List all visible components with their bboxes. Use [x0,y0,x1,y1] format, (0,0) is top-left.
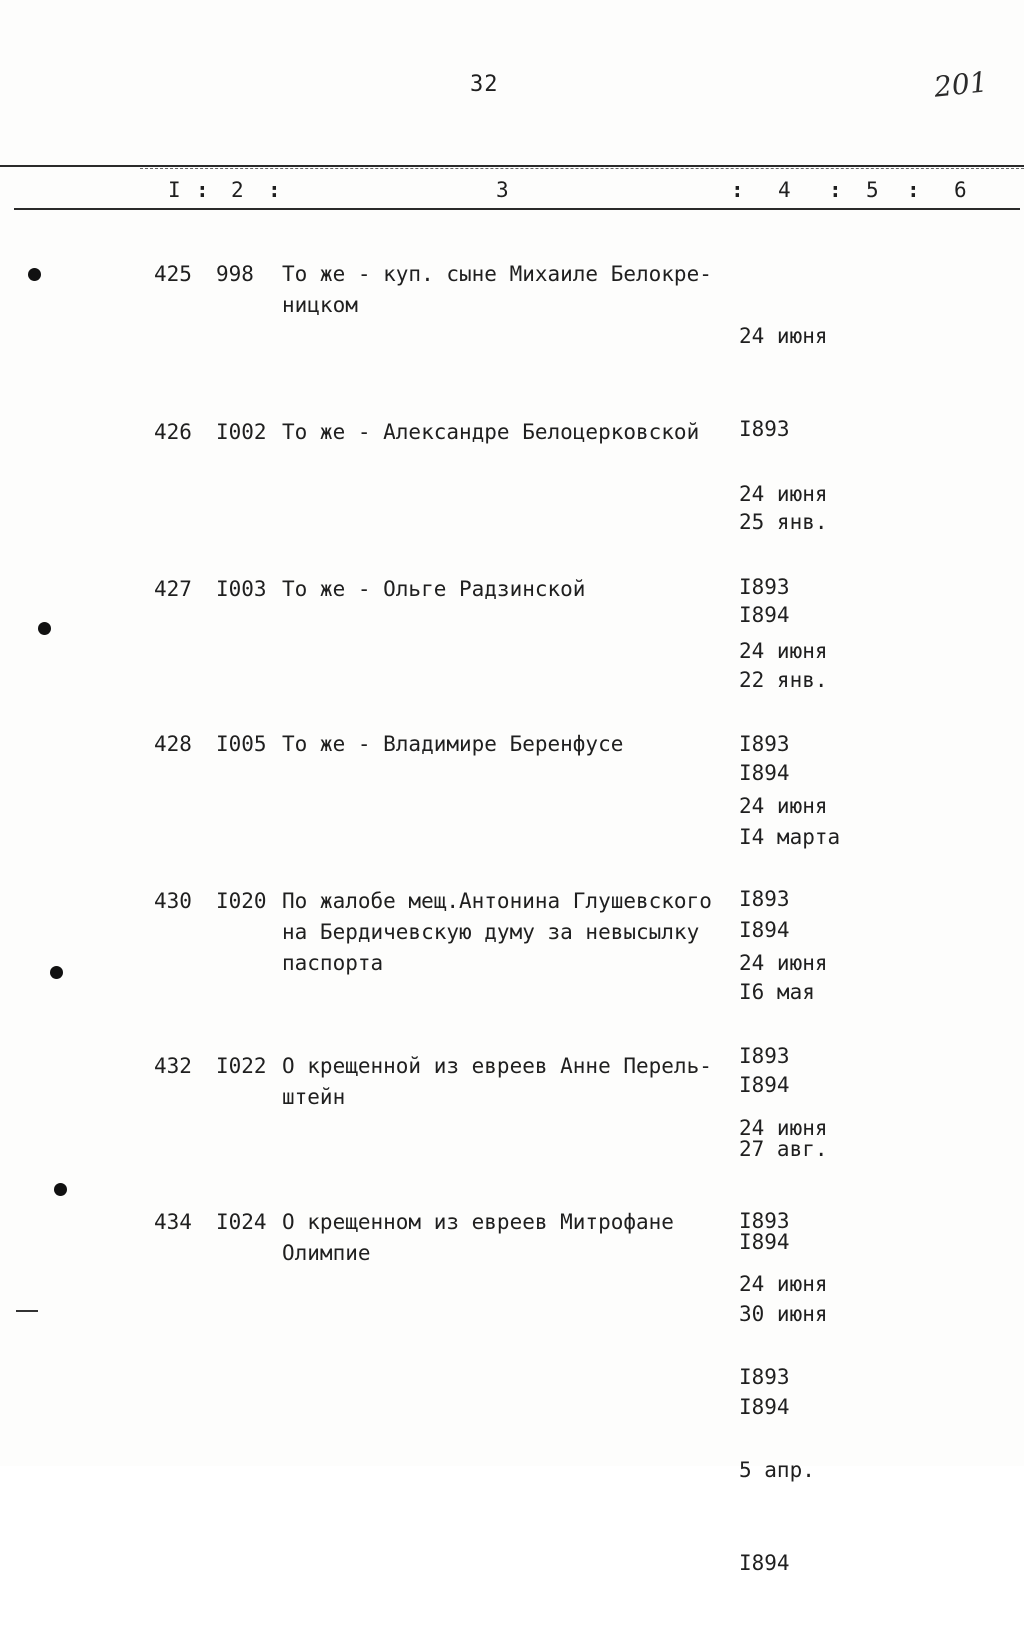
case-title-line: О крещенном из евреев Митрофане [282,1210,674,1234]
case-number: I024 [216,1210,267,1234]
row-number: 425 [154,262,192,286]
col-header-1: I [168,178,181,202]
table-header-bottom-rule [14,208,1020,210]
date-start-day: 24 июня [739,1116,828,1140]
date-end-year: I894 [739,1073,790,1097]
date-end-year: I894 [739,918,790,942]
punch-hole-mark [54,1183,67,1196]
date-end-day: 5 апр. [739,1458,815,1482]
col-header-3: 3 [496,178,509,202]
punch-hole-mark [50,966,63,979]
case-title [282,1051,722,1113]
date-start-day: 24 июня [739,482,828,506]
col-separator: : [829,178,842,202]
col-header-4: 4 [778,178,791,202]
date-end-year: I894 [739,1551,790,1575]
date-end-day: I4 марта [739,825,841,849]
date-start-year: I893 [739,1209,790,1233]
col-header-6: 6 [954,178,967,202]
page-number: 32 [470,72,499,97]
case-title-line: То же - Владимире Беренфусе [282,732,624,756]
margin-mark [16,1310,38,1312]
date-end-day: 30 июня [739,1302,828,1326]
col-separator: : [731,178,744,202]
date-start-year: I893 [739,1365,790,1389]
case-number: 998 [216,262,254,286]
date-start-day: 24 июня [739,1272,828,1296]
date-start-year: I893 [739,887,790,911]
case-title-line: на Бердичевскую думу за невысылку [282,920,700,944]
date-end-day: 25 янв. [739,510,828,534]
case-title-line: О крещенной из евреев Анне Перель- [282,1054,712,1078]
date-end-day: I6 мая [739,980,815,1004]
case-title [282,729,722,760]
date-start-year: I893 [739,732,790,756]
case-title [282,259,722,321]
date-start-year: I893 [739,1044,790,1068]
case-number: I005 [216,732,267,756]
case-title [282,417,722,448]
col-header-5: 5 [866,178,879,202]
date-start-day: 24 июня [739,951,828,975]
col-separator: : [196,178,209,202]
date-start-year: I893 [739,575,790,599]
col-separator: : [907,178,920,202]
date-end-year: I894 [739,603,790,627]
case-title-line: Олимпие [282,1241,371,1265]
case-number: I003 [216,577,267,601]
case-title [282,886,722,979]
date-end-year: I894 [739,1230,790,1254]
date-end-day: 22 янв. [739,668,828,692]
date-start-year: I893 [739,417,790,441]
row-number: 434 [154,1210,192,1234]
case-title [282,1207,722,1269]
row-number: 430 [154,889,192,913]
table-top-rule [0,165,1024,167]
row-number: 426 [154,420,192,444]
case-title-line: ницком [282,293,358,317]
case-title [282,574,722,605]
case-title-line: То же - куп. сыне Михаиле Белокре- [282,262,712,286]
date-end-year: I894 [739,761,790,785]
punch-hole-mark [28,268,41,281]
case-number: I022 [216,1054,267,1078]
case-title-line: паспорта [282,951,384,975]
case-number: I020 [216,889,267,913]
col-header-2: 2 [231,178,244,202]
col-separator: : [268,178,281,202]
date-end-day: 27 авг. [739,1137,828,1161]
table-top-rule-dashed [140,168,1024,169]
row-number: 428 [154,732,192,756]
punch-hole-mark [38,622,51,635]
case-title-line: То же - Ольге Радзинской [282,577,586,601]
archive-folio-mark: 201 [932,65,990,104]
date-start-day: 24 июня [739,324,828,348]
case-title-line: штейн [282,1085,346,1109]
row-number: 427 [154,577,192,601]
date-end-year: I894 [739,1395,790,1419]
date-start-day: 24 июня [739,639,828,663]
case-title-line: То же - Александре Белоцерковской [282,420,700,444]
case-number: I002 [216,420,267,444]
row-number: 432 [154,1054,192,1078]
date-start-day: 24 июня [739,794,828,818]
case-dates [739,1207,828,1641]
case-title-line: По жалобе мещ.Антонина Глушевского [282,889,712,913]
